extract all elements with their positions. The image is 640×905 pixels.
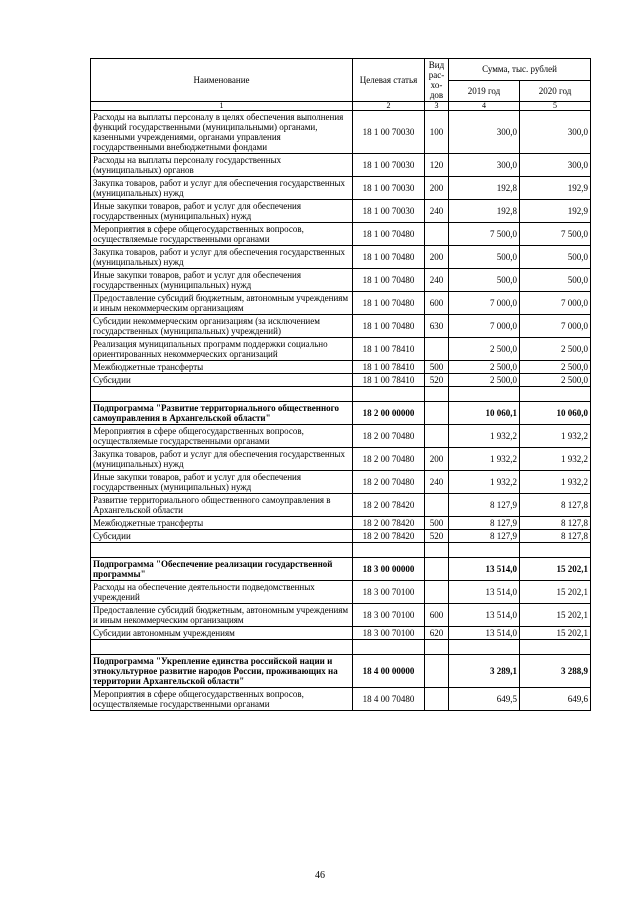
row-expense-kind: 240	[425, 471, 449, 494]
header-sum: Сумма, тыс. рублей	[449, 59, 591, 81]
row-name: Межбюджетные трансферты	[91, 517, 353, 530]
spacer-cell	[449, 387, 520, 402]
table-row	[91, 111, 591, 154]
header-expense-kind: Вид рас-хо-дов	[425, 59, 449, 102]
row-expense-kind	[425, 402, 449, 425]
row-sum-2020: 2 500,0	[520, 361, 591, 374]
row-name: Субсидии	[91, 374, 353, 387]
row-name: Иные закупки товаров, работ и услуг для обеспечения государственных (муниципальных) нужд	[91, 269, 353, 292]
row-sum-2019: 13 514,0	[449, 558, 520, 581]
table-row	[91, 627, 591, 640]
row-sum-2019: 192,8	[449, 177, 520, 200]
row-sum-2020: 8 127,8	[520, 494, 591, 517]
row-target-article: 18 2 00 78420	[353, 530, 425, 543]
row-expense-kind: 100	[425, 111, 449, 154]
column-index: 1	[91, 102, 353, 111]
row-target-article: 18 3 00 70100	[353, 627, 425, 640]
spacer-cell	[353, 543, 425, 558]
row-sum-2019: 300,0	[449, 111, 520, 154]
subprogram-row	[91, 558, 591, 581]
row-sum-2020: 10 060,0	[520, 402, 591, 425]
spacer-cell	[353, 640, 425, 655]
row-expense-kind: 200	[425, 177, 449, 200]
row-sum-2020: 1 932,2	[520, 425, 591, 448]
row-expense-kind: 240	[425, 269, 449, 292]
column-index-row	[91, 102, 591, 111]
row-target-article: 18 1 00 70480	[353, 269, 425, 292]
table-row	[91, 338, 591, 361]
row-sum-2020: 192,9	[520, 200, 591, 223]
table-row	[91, 517, 591, 530]
row-name: Межбюджетные трансферты	[91, 361, 353, 374]
row-target-article: 18 4 00 70480	[353, 688, 425, 711]
row-sum-2020: 500,0	[520, 246, 591, 269]
spacer-cell	[520, 387, 591, 402]
row-name: Мероприятия в сфере общегосударственных вопросов, осуществляемые государственными органами	[91, 688, 353, 711]
row-target-article: 18 2 00 70480	[353, 471, 425, 494]
row-name: Субсидии некоммерческим организациям (за исключением государственных (муниципальных) учреждений)	[91, 315, 353, 338]
row-target-article: 18 2 00 70480	[353, 448, 425, 471]
row-expense-kind: 200	[425, 246, 449, 269]
row-expense-kind	[425, 581, 449, 604]
row-sum-2020: 500,0	[520, 269, 591, 292]
row-name: Предоставление субсидий бюджетным, автономным учреждениям и иным некоммерческим организациям	[91, 292, 353, 315]
row-name: Подпрограмма "Обеспечение реализации государственной программы"	[91, 558, 353, 581]
spacer-row	[91, 543, 591, 558]
row-sum-2019: 7 500,0	[449, 223, 520, 246]
spacer-cell	[520, 543, 591, 558]
row-sum-2019: 8 127,9	[449, 517, 520, 530]
table-row	[91, 246, 591, 269]
column-index: 4	[449, 102, 520, 111]
row-sum-2020: 1 932,2	[520, 448, 591, 471]
table-row	[91, 177, 591, 200]
row-name: Мероприятия в сфере общегосударственных вопросов, осуществляемые государственными органами	[91, 223, 353, 246]
row-sum-2019: 3 289,1	[449, 655, 520, 688]
row-sum-2019: 300,0	[449, 154, 520, 177]
table-header	[91, 59, 591, 111]
row-name: Субсидии автономным учреждениям	[91, 627, 353, 640]
table-row	[91, 200, 591, 223]
table-row	[91, 471, 591, 494]
row-sum-2019: 2 500,0	[449, 338, 520, 361]
row-expense-kind	[425, 223, 449, 246]
spacer-cell	[449, 543, 520, 558]
row-sum-2020: 7 500,0	[520, 223, 591, 246]
row-target-article: 18 1 00 70030	[353, 177, 425, 200]
row-sum-2019: 649,5	[449, 688, 520, 711]
row-target-article: 18 3 00 00000	[353, 558, 425, 581]
row-sum-2019: 7 000,0	[449, 315, 520, 338]
header-year-2020: 2020 год	[520, 80, 591, 102]
table-row	[91, 448, 591, 471]
row-target-article: 18 3 00 70100	[353, 581, 425, 604]
spacer-cell	[425, 543, 449, 558]
row-sum-2019: 500,0	[449, 246, 520, 269]
row-expense-kind: 120	[425, 154, 449, 177]
row-name: Расходы на обеспечение деятельности подведомственных учреждений	[91, 581, 353, 604]
row-expense-kind: 620	[425, 627, 449, 640]
row-name: Реализация муниципальных программ поддержки социально ориентированных некоммерческих организаций	[91, 338, 353, 361]
table-row	[91, 361, 591, 374]
spacer-cell	[91, 387, 353, 402]
row-sum-2020: 15 202,1	[520, 581, 591, 604]
row-sum-2019: 7 000,0	[449, 292, 520, 315]
row-sum-2019: 13 514,0	[449, 604, 520, 627]
row-expense-kind: 240	[425, 200, 449, 223]
row-expense-kind: 500	[425, 517, 449, 530]
subprogram-row	[91, 655, 591, 688]
row-sum-2020: 649,6	[520, 688, 591, 711]
row-sum-2019: 2 500,0	[449, 361, 520, 374]
row-target-article: 18 2 00 78420	[353, 517, 425, 530]
column-index: 5	[520, 102, 591, 111]
row-target-article: 18 2 00 00000	[353, 402, 425, 425]
row-target-article: 18 1 00 78410	[353, 338, 425, 361]
row-sum-2020: 192,9	[520, 177, 591, 200]
row-expense-kind	[425, 338, 449, 361]
row-target-article: 18 1 00 70480	[353, 246, 425, 269]
row-expense-kind	[425, 494, 449, 517]
row-target-article: 18 4 00 00000	[353, 655, 425, 688]
row-sum-2020: 15 202,1	[520, 558, 591, 581]
row-sum-2019: 192,8	[449, 200, 520, 223]
row-expense-kind	[425, 688, 449, 711]
row-name: Мероприятия в сфере общегосударственных вопросов, осуществляемые государственными органами	[91, 425, 353, 448]
row-name: Субсидии	[91, 530, 353, 543]
row-expense-kind: 630	[425, 315, 449, 338]
row-target-article: 18 1 00 70030	[353, 200, 425, 223]
row-sum-2020: 15 202,1	[520, 604, 591, 627]
row-expense-kind: 500	[425, 361, 449, 374]
header-year-2019: 2019 год	[449, 80, 520, 102]
spacer-cell	[91, 640, 353, 655]
table-row	[91, 223, 591, 246]
row-name: Закупка товаров, работ и услуг для обеспечения государственных (муниципальных) нужд	[91, 448, 353, 471]
row-name: Иные закупки товаров, работ и услуг для обеспечения государственных (муниципальных) нужд	[91, 471, 353, 494]
table-row	[91, 604, 591, 627]
row-sum-2019: 1 932,2	[449, 448, 520, 471]
row-sum-2020: 2 500,0	[520, 374, 591, 387]
row-sum-2020: 8 127,8	[520, 530, 591, 543]
table-row	[91, 292, 591, 315]
row-sum-2020: 1 932,2	[520, 471, 591, 494]
table-row	[91, 315, 591, 338]
row-sum-2020: 7 000,0	[520, 292, 591, 315]
row-target-article: 18 1 00 78410	[353, 361, 425, 374]
spacer-cell	[425, 387, 449, 402]
row-sum-2019: 13 514,0	[449, 581, 520, 604]
row-sum-2019: 1 932,2	[449, 425, 520, 448]
table-row	[91, 688, 591, 711]
row-name: Закупка товаров, работ и услуг для обеспечения государственных (муниципальных) нужд	[91, 177, 353, 200]
row-sum-2020: 300,0	[520, 111, 591, 154]
row-expense-kind	[425, 425, 449, 448]
header-name: Наименование	[91, 59, 353, 102]
table-row	[91, 425, 591, 448]
row-expense-kind	[425, 558, 449, 581]
table-row	[91, 530, 591, 543]
table-body	[91, 111, 591, 711]
spacer-row	[91, 387, 591, 402]
spacer-cell	[353, 387, 425, 402]
column-index: 3	[425, 102, 449, 111]
row-sum-2019: 8 127,9	[449, 530, 520, 543]
row-sum-2020: 300,0	[520, 154, 591, 177]
row-target-article: 18 1 00 70030	[353, 154, 425, 177]
row-name: Развитие территориального общественного самоуправления в Архангельской области	[91, 494, 353, 517]
row-sum-2020: 8 127,8	[520, 517, 591, 530]
row-name: Предоставление субсидий бюджетным, автономным учреждениям и иным некоммерческим организациям	[91, 604, 353, 627]
column-index: 2	[353, 102, 425, 111]
row-expense-kind: 520	[425, 530, 449, 543]
table-row	[91, 581, 591, 604]
header-target-article: Целевая статья	[353, 59, 425, 102]
row-target-article: 18 1 00 70480	[353, 223, 425, 246]
row-sum-2020: 15 202,1	[520, 627, 591, 640]
row-expense-kind: 600	[425, 292, 449, 315]
row-name: Расходы на выплаты персоналу государственных (муниципальных) органов	[91, 154, 353, 177]
row-target-article: 18 3 00 70100	[353, 604, 425, 627]
row-expense-kind: 600	[425, 604, 449, 627]
row-target-article: 18 2 00 70480	[353, 425, 425, 448]
row-name: Подпрограмма "Развитие территориального общественного самоуправления в Архангельской области"	[91, 402, 353, 425]
row-name: Подпрограмма "Укрепление единства российской нации и этнокультурное развитие народов России, проживающих на территории Архангельской области"	[91, 655, 353, 688]
subprogram-row	[91, 402, 591, 425]
row-sum-2019: 500,0	[449, 269, 520, 292]
row-expense-kind: 200	[425, 448, 449, 471]
row-sum-2020: 3 288,9	[520, 655, 591, 688]
row-sum-2019: 2 500,0	[449, 374, 520, 387]
row-target-article: 18 1 00 78410	[353, 374, 425, 387]
spacer-cell	[520, 640, 591, 655]
row-sum-2019: 8 127,9	[449, 494, 520, 517]
row-name: Закупка товаров, работ и услуг для обеспечения государственных (муниципальных) нужд	[91, 246, 353, 269]
budget-table	[90, 58, 591, 711]
row-sum-2019: 1 932,2	[449, 471, 520, 494]
spacer-cell	[91, 543, 353, 558]
table-row	[91, 154, 591, 177]
spacer-cell	[425, 640, 449, 655]
row-name: Расходы на выплаты персоналу в целях обеспечения выполнения функций государственными (муниципальными) органами, казенными учреждениями, органами управления государственными внебюджетными фондами	[91, 111, 353, 154]
page-number: 46	[315, 870, 325, 881]
row-expense-kind: 520	[425, 374, 449, 387]
spacer-row	[91, 640, 591, 655]
spacer-cell	[449, 640, 520, 655]
row-sum-2019: 13 514,0	[449, 627, 520, 640]
row-sum-2019: 10 060,1	[449, 402, 520, 425]
row-target-article: 18 1 00 70480	[353, 292, 425, 315]
table-row	[91, 494, 591, 517]
row-sum-2020: 2 500,0	[520, 338, 591, 361]
row-expense-kind	[425, 655, 449, 688]
row-target-article: 18 2 00 78420	[353, 494, 425, 517]
row-target-article: 18 1 00 70480	[353, 315, 425, 338]
row-sum-2020: 7 000,0	[520, 315, 591, 338]
table-row	[91, 269, 591, 292]
table-row	[91, 374, 591, 387]
row-name: Иные закупки товаров, работ и услуг для обеспечения государственных (муниципальных) нужд	[91, 200, 353, 223]
row-target-article: 18 1 00 70030	[353, 111, 425, 154]
